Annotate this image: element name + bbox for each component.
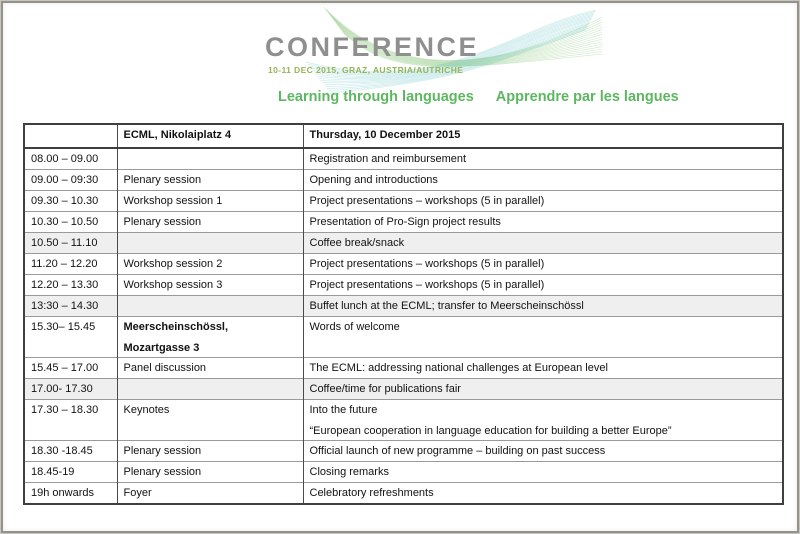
table-row bbox=[24, 317, 783, 358]
cell-text: Coffee/time for publications fair bbox=[309, 383, 461, 395]
header-time-column bbox=[24, 124, 117, 148]
description-cell bbox=[303, 441, 783, 462]
cell-text: 15.45 – 17.00 bbox=[31, 362, 99, 374]
description-cell bbox=[303, 296, 783, 317]
description-cell bbox=[303, 191, 783, 212]
cell-text: 09.00 – 09:30 bbox=[31, 174, 99, 186]
cell-text: Foyer bbox=[123, 487, 152, 499]
cell-text: 18.30 -18.45 bbox=[31, 445, 93, 457]
table-row bbox=[24, 212, 783, 233]
description-cell bbox=[303, 483, 783, 505]
table-row bbox=[24, 379, 783, 400]
table-row bbox=[24, 233, 783, 254]
cell-text: Into the future bbox=[309, 404, 378, 416]
cell-text: 19h onwards bbox=[31, 487, 94, 499]
location-cell bbox=[117, 148, 303, 170]
location-cell bbox=[117, 254, 303, 275]
logo-tagline bbox=[278, 89, 679, 105]
table-row bbox=[24, 358, 783, 379]
description-cell bbox=[303, 462, 783, 483]
cell-text: 11.20 – 12.20 bbox=[31, 258, 98, 270]
cell-text: Plenary session bbox=[123, 216, 202, 228]
time-cell bbox=[24, 400, 117, 441]
description-cell bbox=[303, 275, 783, 296]
cell-text: Meerscheinschössl, bbox=[123, 321, 229, 333]
time-cell bbox=[24, 317, 117, 358]
cell-text: Plenary session bbox=[123, 445, 202, 457]
time-cell bbox=[24, 379, 117, 400]
cell-text: 17.00- 17.30 bbox=[31, 383, 93, 395]
cell-text: Project presentations – workshops (5 in parallel) bbox=[309, 279, 545, 291]
cell-text: Workshop session 2 bbox=[123, 258, 223, 270]
description-cell bbox=[303, 170, 783, 191]
time-cell bbox=[24, 254, 117, 275]
location-cell bbox=[117, 462, 303, 483]
description-cell bbox=[303, 148, 783, 170]
logo-subtitle: 10-11 DEC 2015, GRAZ, AUSTRIA/AUTRICHE bbox=[268, 65, 464, 75]
time-cell bbox=[24, 358, 117, 379]
table-row bbox=[24, 296, 783, 317]
cell-text: 09.30 – 10.30 bbox=[31, 195, 99, 207]
cell-text: 10.50 – 11.10 bbox=[31, 237, 98, 249]
time-cell bbox=[24, 296, 117, 317]
header-date-column: Thursday, 10 December 2015 bbox=[303, 124, 783, 148]
time-cell bbox=[24, 462, 117, 483]
cell-text: Panel discussion bbox=[123, 362, 207, 374]
conference-logo bbox=[1, 1, 799, 121]
location-cell bbox=[117, 379, 303, 400]
table-row bbox=[24, 275, 783, 296]
time-cell bbox=[24, 233, 117, 254]
cell-text: The ECML: addressing national challenges at European level bbox=[309, 362, 608, 374]
cell-text: “European cooperation in language education for building a better Europe” bbox=[309, 425, 672, 437]
cell-text: Plenary session bbox=[123, 174, 202, 186]
description-cell bbox=[303, 254, 783, 275]
table-row bbox=[24, 441, 783, 462]
cell-text: Closing remarks bbox=[309, 466, 389, 478]
cell-text: Buffet lunch at the ECML; transfer to Meerscheinschössl bbox=[309, 300, 584, 312]
location-cell bbox=[117, 317, 303, 358]
table-row bbox=[24, 254, 783, 275]
cell-text: 08.00 – 09.00 bbox=[31, 153, 99, 165]
location-cell bbox=[117, 275, 303, 296]
description-cell bbox=[303, 317, 783, 358]
cell-text: 18.45-19 bbox=[31, 466, 75, 478]
description-cell bbox=[303, 400, 783, 441]
description-cell bbox=[303, 233, 783, 254]
time-cell bbox=[24, 148, 117, 170]
cell-text: Workshop session 3 bbox=[123, 279, 223, 291]
cell-text: 12.20 – 13.30 bbox=[31, 279, 99, 291]
table-row bbox=[24, 483, 783, 505]
cell-text: 15.30– 15.45 bbox=[31, 321, 96, 333]
cell-text: Official launch of new programme – building on past success bbox=[309, 445, 606, 457]
description-cell bbox=[303, 358, 783, 379]
location-cell bbox=[117, 441, 303, 462]
cell-text: Presentation of Pro-Sign project results bbox=[309, 216, 501, 228]
location-cell bbox=[117, 483, 303, 505]
tagline-english: Learning through languages bbox=[278, 89, 474, 105]
cell-text: 13:30 – 14.30 bbox=[31, 300, 99, 312]
cell-text: 17.30 – 18.30 bbox=[31, 404, 99, 416]
cell-text: Opening and introductions bbox=[309, 174, 438, 186]
location-cell bbox=[117, 358, 303, 379]
time-cell bbox=[24, 483, 117, 505]
time-cell bbox=[24, 212, 117, 233]
cell-text: Registration and reimbursement bbox=[309, 153, 467, 165]
table-row bbox=[24, 148, 783, 170]
cell-text: Plenary session bbox=[123, 466, 202, 478]
location-cell bbox=[117, 296, 303, 317]
programme-table bbox=[23, 123, 784, 505]
cell-text: Keynotes bbox=[123, 404, 170, 416]
table-row bbox=[24, 462, 783, 483]
location-cell bbox=[117, 170, 303, 191]
cell-text: Coffee break/snack bbox=[309, 237, 405, 249]
cell-text: Project presentations – workshops (5 in parallel) bbox=[309, 195, 545, 207]
cell-text: Celebratory refreshments bbox=[309, 487, 434, 499]
table-header-row bbox=[24, 124, 783, 148]
location-cell bbox=[117, 233, 303, 254]
description-cell bbox=[303, 212, 783, 233]
location-cell bbox=[117, 191, 303, 212]
table-row bbox=[24, 191, 783, 212]
location-cell bbox=[117, 212, 303, 233]
logo-title: CONFERENCE bbox=[265, 32, 480, 62]
time-cell bbox=[24, 441, 117, 462]
header-venue-column: ECML, Nikolaiplatz 4 bbox=[117, 124, 303, 148]
table-row bbox=[24, 170, 783, 191]
cell-text: Project presentations – workshops (5 in parallel) bbox=[309, 258, 545, 270]
cell-text: Words of welcome bbox=[309, 321, 400, 333]
table-row bbox=[24, 400, 783, 441]
time-cell bbox=[24, 170, 117, 191]
time-cell bbox=[24, 191, 117, 212]
cell-text: Mozartgasse 3 bbox=[123, 342, 200, 354]
tagline-french: Apprendre par les langues bbox=[495, 89, 679, 105]
time-cell bbox=[24, 275, 117, 296]
cell-text: Workshop session 1 bbox=[123, 195, 223, 207]
cell-text: 10.30 – 10.50 bbox=[31, 216, 99, 228]
description-cell bbox=[303, 379, 783, 400]
location-cell bbox=[117, 400, 303, 441]
